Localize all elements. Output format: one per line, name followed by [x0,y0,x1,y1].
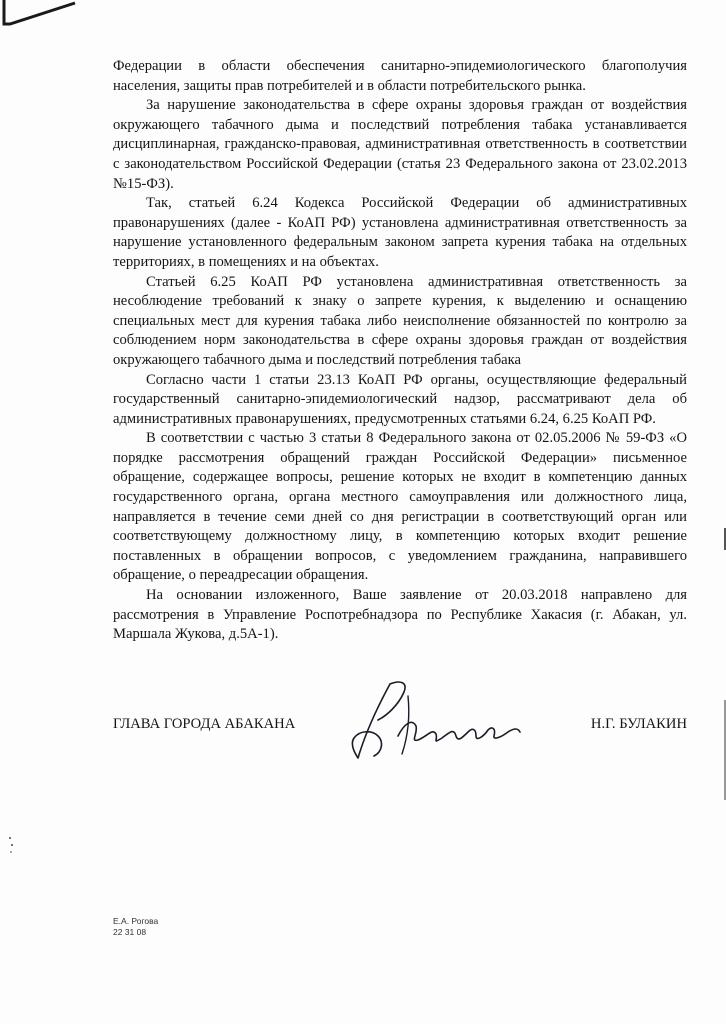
signature-block [113,706,687,776]
position-title: ГЛАВА ГОРОДА АБАКАНА [113,716,296,732]
paragraph: Согласно части 1 статьи 23.13 КоАП РФ органы, осуществляющие федеральный государственный санитарно-эпидемиологический надзор, рассматривают дела об административных правонарушениях, предусмотренных статьями 6.24, 6.25 КоАП РФ. [113,371,687,427]
handwritten-signature [338,676,523,771]
scan-corner-mark [0,0,80,40]
paragraph: Статьей 6.25 КоАП РФ установлена административная ответственность за несоблюдение требований к знаку о запрете курения, к выделению и оснащению специальных мест для курения табака либо неисполнение обязанностей по контролю за соблюдением норм законодательства в сфере охраны здоровья граждан от воздействия окружающего табачного дыма и последствий потребления табака [113,273,687,368]
paragraph: Так, статьей 6.24 Кодекса Российской Федерации об административных правонарушениях (далее - КоАП РФ) установлена административная ответственность за нарушение установленного федеральным законом запрета курения табака на отдельных территориях, в помещениях и на объектах. [113,195,687,270]
paragraph: На основании изложенного, Ваше заявление от 20.03.2018 направлено для рассмотрения в Управление Роспотребнадзора по Республике Хакасия (г. Абакан, ул. Маршала Жукова, д.5А-1). [113,587,687,643]
paragraph: Федерации в области обеспечения санитарно-эпидемиологического благополучия населения, защиты прав потребителей и в области потребительского рынка. [113,58,687,94]
executor-info [113,916,158,938]
paragraph: За нарушение законодательства в сфере охраны здоровья граждан от воздействия окружающего табачного дыма и последствий потребления табака устанавливается дисциплинарная, гражданско-правовая, административная ответственность в соответствии с законодательством Российской Федерации (статья 23 Федерального закона от 23.02.2013 №15-ФЗ). [113,97,687,192]
executor-name: Е.А. Рогова [113,916,159,926]
paragraph: В соответствии с частью 3 статьи 8 Федерального закона от 02.05.2006 № 59-ФЗ «О порядке рассмотрения обращений граждан Российской Федерации» письменное обращение, содержащее вопросы, решение которых не входит в компетенцию данных государственного органа, органа местного самоуправления или должностного лица, направляется в течение семи дней со дня регистрации в соответствующий орган или соответствующему должностному лицу, в компетенцию которых входит решение поставленных в обращении вопросов, с уведомлением гражданина, направившего обращение, о переадресации обращения. [113,430,687,584]
letter-body [113,57,687,645]
executor-phone: 22 31 08 [113,927,147,937]
signer-name: Н.Г. БУЛАКИН [590,716,687,732]
scan-dots [8,835,14,855]
